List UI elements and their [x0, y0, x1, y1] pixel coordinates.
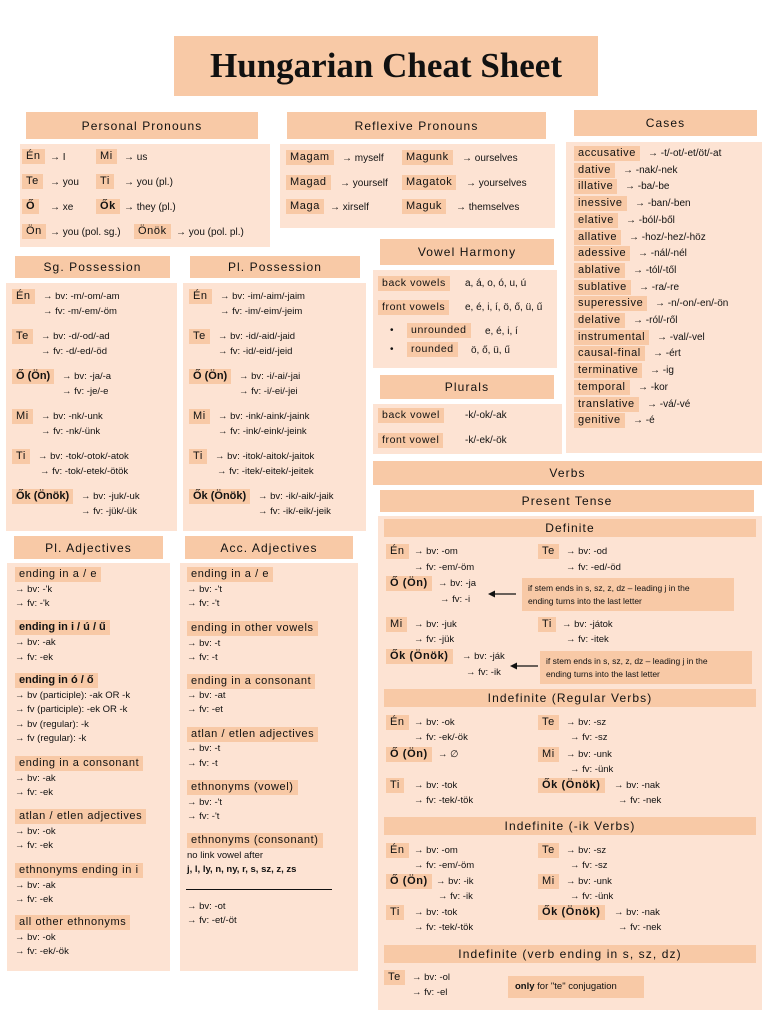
front-vowels-label: front vowels: [378, 300, 449, 315]
cases-panel: [566, 142, 762, 453]
rule-label: ending in a consonant: [15, 756, 143, 771]
arrow-left-icon: [488, 588, 518, 600]
case-suffix: → -ban/-ben: [635, 198, 691, 210]
verb-fv: → fv: -tek/-tök: [414, 922, 474, 933]
case-suffix: → -tól/-től: [633, 264, 677, 276]
rule-bv: → bv: -at: [187, 690, 226, 701]
verb-bv: → bv: -om: [414, 546, 458, 557]
possession-fv: → fv: -im/-eim/-jeim: [220, 306, 303, 317]
pl-adjectives-header: Pl. Adjectives: [14, 536, 163, 559]
rule-label: ending in a / e: [15, 567, 101, 582]
verb-fv: → fv: -ik: [438, 891, 473, 902]
reflexive-meaning: → yourself: [340, 178, 388, 189]
personal-pronouns-panel: [20, 144, 270, 247]
reflexive-pronoun: Magunk: [402, 150, 453, 165]
possession-bv: → bv: -ik/-aik/-jaik: [258, 491, 334, 502]
pronoun: Ő: [22, 199, 39, 214]
indefinite-sibilant-header: Indefinite (verb ending in s, sz, dz): [384, 945, 756, 963]
indefinite-regular-header: Indefinite (Regular Verbs): [384, 689, 756, 707]
verb-person: Ti: [386, 905, 404, 920]
rule-bv: → bv: -ok: [15, 932, 56, 943]
note-line: if stem ends in s, sz, z, dz – leading j in the: [546, 656, 708, 666]
verb-bv: → bv: -tok: [414, 780, 458, 791]
rule-label: ending in ó / ő: [15, 673, 98, 688]
verb-person: Én: [386, 715, 409, 730]
indefinite-ik-header: Indefinite (-ik Verbs): [384, 817, 756, 835]
note-emphasis: only: [515, 981, 535, 992]
verb-fv: → fv: -jük: [414, 634, 455, 645]
case-name: dative: [574, 163, 615, 178]
case-name: allative: [574, 230, 621, 245]
possession-person: Én: [189, 289, 212, 304]
rule-note: no link vowel after: [187, 850, 264, 861]
page-title: Hungarian Cheat Sheet: [174, 36, 598, 96]
unrounded-label: unrounded: [407, 323, 471, 338]
pl-possession-panel: [183, 283, 366, 531]
present-tense-header: Present Tense: [380, 490, 754, 512]
possession-person: Mi: [189, 409, 210, 424]
possession-bv: → bv: -tok/-otok/-atok: [38, 451, 129, 462]
verb-bv: → bv: -nak: [614, 907, 660, 918]
cases-header: Cases: [574, 110, 757, 136]
verb-bv: → bv: -sz: [566, 717, 607, 728]
pronoun: Ön: [22, 224, 46, 239]
case-suffix: → -n/-on/-en/-ön: [655, 298, 729, 310]
reflexive-pronoun: Maga: [286, 199, 324, 214]
possession-person: Ti: [12, 449, 30, 464]
possession-person: Ti: [189, 449, 207, 464]
verb-person: Ők (Önök): [538, 905, 605, 920]
verb-bv: → bv: -játok: [562, 619, 613, 630]
rule-fv: → fv: -ek: [15, 894, 54, 905]
possession-fv: → fv: -ik/-eik/-jeik: [258, 506, 331, 517]
verb-person: Ők (Önök): [386, 649, 453, 664]
verb-fv: → fv: -em/-öm: [414, 860, 475, 871]
rule-label: atlan / etlen adjectives: [15, 809, 146, 824]
possession-bv: → bv: -itok/-aitok/-jaitok: [215, 451, 315, 462]
rule-bv: → bv: -'t: [187, 584, 223, 595]
reflexive-pronouns-panel: [280, 144, 555, 228]
case-suffix: → -ról/-ről: [633, 315, 678, 326]
verb-bv: → bv: -ok: [414, 717, 455, 728]
arrow-left-icon: [510, 660, 540, 672]
plurals-header: Plurals: [380, 375, 554, 399]
possession-bv: → bv: -i/-ai/-jai: [239, 371, 301, 382]
rule-fv: → fv: -ek: [15, 840, 54, 851]
verb-bv: → bv: -sz: [566, 845, 607, 856]
pronoun-meaning: → us: [124, 152, 148, 163]
case-name: causal-final: [574, 346, 645, 361]
case-name: adessive: [574, 246, 630, 261]
personal-pronouns-header: Personal Pronouns: [26, 112, 258, 139]
possession-person: Ő (Ön): [189, 369, 231, 384]
verb-bv: → bv: -ol: [412, 972, 451, 983]
case-name: illative: [574, 179, 617, 194]
verb-bv: → bv: -ik: [436, 876, 474, 887]
case-suffix: → -nál/-nél: [638, 248, 687, 260]
case-name: sublative: [574, 280, 631, 295]
verb-person: Ti: [538, 617, 556, 632]
reflexive-meaning: → ourselves: [462, 153, 518, 164]
verb-person: Ő (Ön): [386, 576, 432, 591]
verb-person: Mi: [538, 874, 559, 889]
verb-fv: → fv: -em/-öm: [414, 562, 475, 573]
rounded-label: rounded: [407, 342, 458, 357]
verb-person: Ti: [386, 778, 404, 793]
possession-fv: → fv: -d/-ed/-öd: [41, 346, 107, 357]
rule-fv: → fv (regular): -k: [15, 733, 87, 744]
sg-possession-panel: [6, 283, 177, 531]
bullet: •: [390, 325, 394, 336]
front-vowel-label: front vowel: [378, 433, 443, 448]
reflexive-pronoun: Magam: [286, 150, 334, 165]
rule-fv: → fv: -'t: [187, 811, 220, 822]
rule-bv: → bv (participle): -ak OR -k: [15, 690, 131, 701]
rule-fv: → fv: -t: [187, 758, 218, 769]
rule-fv: → fv: -ek/-ök: [15, 946, 69, 957]
possession-bv: → bv: -nk/-unk: [41, 411, 103, 422]
bullet: •: [390, 344, 394, 355]
rule-label: ethnonyms (consonant): [187, 833, 323, 848]
verb-person: Mi: [538, 747, 559, 762]
verb-fv: → fv: -itek: [566, 634, 609, 645]
verb-fv: → fv: -nek: [618, 922, 662, 933]
verb-zero: → ∅: [438, 749, 459, 760]
verb-fv: → fv: -ek/-ök: [414, 732, 468, 743]
verb-fv: → fv: -ik: [466, 667, 501, 678]
verb-fv: → fv: -i: [440, 594, 471, 605]
definite-note: [540, 651, 752, 684]
possession-fv: → fv: -jük/-ük: [81, 506, 137, 517]
verb-person: Mi: [386, 617, 407, 632]
sg-possession-header: Sg. Possession: [15, 256, 170, 278]
case-suffix: → -kor: [638, 381, 668, 393]
rule-bv: → bv: -'k: [15, 584, 53, 595]
rule-bv: → bv: -ak: [15, 773, 56, 784]
rule-fv: → fv: -'k: [15, 598, 50, 609]
divider: [186, 889, 332, 890]
possession-bv: → bv: -id/-aid/-jaid: [218, 331, 296, 342]
possession-bv: → bv: -juk/-uk: [81, 491, 140, 502]
case-name: genitive: [574, 413, 625, 428]
possession-fv: → fv: -tok/-etek/-ötök: [40, 466, 129, 477]
plurals-panel: [373, 404, 562, 454]
rule-fv: → fv: -ek: [15, 787, 54, 798]
possession-bv: → bv: -ja/-a: [62, 371, 112, 382]
possession-person: Ő (Ön): [12, 369, 54, 384]
case-suffix: → -ra/-re: [639, 281, 679, 293]
back-vowel-plural: -k/-ok/-ak: [465, 410, 507, 421]
rule-note-letters: j, l, ly, n, ny, r, s, sz, z, zs: [187, 864, 297, 875]
front-vowel-plural: -k/-ek/-ök: [465, 435, 507, 446]
verb-bv: → bv: -tok: [414, 907, 458, 918]
rule-bv: → bv: -t: [187, 638, 221, 649]
rule-bv: → bv: -t: [187, 743, 221, 754]
rule-bv: → bv: -ak: [15, 880, 56, 891]
case-suffix: → -vá/-vé: [647, 398, 691, 410]
verb-person: Ő (Ön): [386, 747, 432, 762]
rule-label: ending in a consonant: [187, 674, 315, 689]
verb-bv: → bv: -od: [566, 546, 608, 557]
rule-label: ethnonyms (vowel): [187, 780, 298, 795]
front-vowels-value: e, é, i, í, ö, ő, ü, ű: [465, 302, 543, 313]
reflexive-meaning: → myself: [342, 153, 384, 164]
pronoun-meaning: → you (pol. pl.): [176, 227, 244, 238]
case-name: instrumental: [574, 330, 649, 345]
possession-person: Én: [12, 289, 35, 304]
te-only-note: [508, 976, 644, 998]
verb-fv: → fv: -el: [412, 987, 448, 998]
pronoun: Mi: [96, 149, 117, 164]
case-suffix: → -val/-vel: [657, 331, 705, 343]
rule-bv: → bv: -ot: [187, 901, 226, 912]
note-text: for "te" conjugation: [534, 981, 617, 992]
verb-fv: → fv: -nek: [618, 795, 662, 806]
pronoun: Ők: [96, 199, 120, 214]
verb-bv: → bv: -juk: [414, 619, 457, 630]
verb-person: Ő (Ön): [386, 874, 432, 889]
case-name: accusative: [574, 146, 640, 161]
pronoun-meaning: → you (pol. sg.): [50, 227, 121, 238]
reflexive-meaning: → xirself: [330, 202, 369, 213]
verb-person: Én: [386, 544, 409, 559]
possession-bv: → bv: -d/-od/-ad: [41, 331, 110, 342]
case-suffix: → -ig: [650, 365, 674, 377]
possession-bv: → bv: -im/-aim/-jaim: [220, 291, 305, 302]
rule-fv: → fv: -et: [187, 704, 223, 715]
reflexive-meaning: → yourselves: [466, 178, 527, 189]
rule-fv: → fv: -et/-öt: [187, 915, 237, 926]
reflexive-pronoun: Maguk: [402, 199, 446, 214]
case-suffix: → -t/-ot/-et/öt/-at: [648, 148, 722, 159]
case-suffix: → -ba/-be: [625, 181, 670, 193]
case-name: temporal: [574, 380, 630, 395]
reflexive-pronoun: Magatok: [402, 175, 456, 190]
pl-adjectives-panel: [7, 563, 170, 971]
case-name: ablative: [574, 263, 625, 278]
pronoun-meaning: → xe: [50, 202, 74, 213]
possession-fv: → fv: -m/-em/-öm: [43, 306, 117, 317]
verb-person: Ők (Önök): [538, 778, 605, 793]
possession-fv: → fv: -itek/-eitek/-jeitek: [217, 466, 314, 477]
case-suffix: → -ból/-ből: [626, 214, 675, 226]
pronoun-meaning: → you (pl.): [124, 177, 173, 188]
rounded-value: ö, ő, ü, ű: [471, 345, 510, 356]
possession-fv: → fv: -je/-e: [62, 386, 109, 397]
case-name: delative: [574, 313, 625, 328]
verb-fv: → fv: -tek/-tök: [414, 795, 474, 806]
verb-fv: → fv: -ed/-öd: [566, 562, 621, 573]
pronoun-meaning: → you: [50, 177, 79, 188]
case-name: translative: [574, 397, 639, 412]
case-name: superessive: [574, 296, 647, 311]
pronoun-meaning: → they (pl.): [124, 202, 176, 213]
possession-bv: → bv: -ink/-aink/-jaink: [218, 411, 310, 422]
back-vowel-label: back vowel: [378, 408, 444, 423]
case-suffix: → -é: [633, 415, 655, 427]
back-vowels-value: a, á, o, ó, u, ú: [465, 278, 527, 289]
rule-bv: → bv: -'t: [187, 797, 223, 808]
pronoun-meaning: → I: [50, 152, 66, 163]
verb-fv: → fv: -ünk: [570, 764, 614, 775]
verb-person: Te: [538, 843, 559, 858]
rule-bv: → bv (regular): -k: [15, 719, 89, 730]
possession-fv: → fv: -ink/-eink/-jeink: [218, 426, 307, 437]
verb-bv: → bv: -unk: [566, 749, 612, 760]
rule-fv: → fv: -'t: [187, 598, 220, 609]
case-suffix: → -nak/-nek: [623, 164, 678, 176]
pronoun: Ti: [96, 174, 114, 189]
definite-header: Definite: [384, 519, 756, 537]
note-line: ending turns into the last letter: [528, 596, 642, 606]
case-suffix: → -ért: [653, 348, 681, 360]
pl-possession-header: Pl. Possession: [190, 256, 360, 278]
pronoun: Önök: [134, 224, 171, 239]
verb-bv: → bv: -om: [414, 845, 458, 856]
verb-fv: → fv: -sz: [570, 860, 608, 871]
vowel-harmony-panel: [373, 270, 557, 368]
rule-bv: → bv: -ak: [15, 637, 56, 648]
verb-bv: → bv: -unk: [566, 876, 612, 887]
rule-bv: → bv: -ok: [15, 826, 56, 837]
acc-adjectives-panel: [180, 563, 358, 971]
reflexive-meaning: → themselves: [456, 202, 520, 213]
verbs-header: Verbs: [373, 461, 762, 485]
possession-fv: → fv: -id/-eid/-jeid: [218, 346, 293, 357]
possession-fv: → fv: -i/-ei/-jei: [239, 386, 298, 397]
rule-label: all other ethnonyms: [15, 915, 130, 930]
vowel-harmony-header: Vowel Harmony: [380, 239, 554, 265]
pronoun: Te: [22, 174, 43, 189]
verb-person: Te: [538, 544, 559, 559]
possession-person: Ők (Önök): [189, 489, 250, 504]
possession-person: Mi: [12, 409, 33, 424]
note-line: ending turns into the last letter: [546, 669, 660, 679]
possession-fv: → fv: -nk/-ünk: [41, 426, 101, 437]
case-name: inessive: [574, 196, 627, 211]
verb-person: Én: [386, 843, 409, 858]
acc-adjectives-header: Acc. Adjectives: [185, 536, 353, 559]
rule-label: ethnonyms ending in i: [15, 863, 143, 878]
possession-person: Ők (Önök): [12, 489, 73, 504]
reflexive-pronouns-header: Reflexive Pronouns: [287, 112, 546, 139]
possession-person: Te: [12, 329, 33, 344]
case-name: terminative: [574, 363, 642, 378]
verb-fv: → fv: -ünk: [570, 891, 614, 902]
case-suffix: → -hoz/-hez/-höz: [629, 231, 706, 243]
note-line: if stem ends in s, sz, z, dz – leading j in the: [528, 583, 690, 593]
verb-fv: → fv: -sz: [570, 732, 608, 743]
rule-label: atlan / etlen adjectives: [187, 727, 318, 742]
possession-bv: → bv: -m/-om/-am: [43, 291, 120, 302]
rule-label: ending in other vowels: [187, 621, 318, 636]
verb-bv: → bv: -ja: [438, 578, 477, 589]
rule-label: ending in a / e: [187, 567, 273, 582]
rule-fv: → fv (participle): -ek OR -k: [15, 704, 128, 715]
rule-label: ending in i / ú / ű: [15, 620, 110, 635]
verb-person: Te: [538, 715, 559, 730]
back-vowels-label: back vowels: [378, 276, 450, 291]
pronoun: Én: [22, 149, 45, 164]
rule-fv: → fv: -t: [187, 652, 218, 663]
reflexive-pronoun: Magad: [286, 175, 331, 190]
verb-bv: → bv: -nak: [614, 780, 660, 791]
case-name: elative: [574, 213, 618, 228]
unrounded-value: e, é, i, í: [485, 326, 518, 337]
definite-note: [522, 578, 734, 611]
verb-bv: → bv: -ják: [462, 651, 505, 662]
verb-person: Te: [384, 970, 405, 985]
rule-fv: → fv: -ek: [15, 652, 54, 663]
possession-person: Te: [189, 329, 210, 344]
